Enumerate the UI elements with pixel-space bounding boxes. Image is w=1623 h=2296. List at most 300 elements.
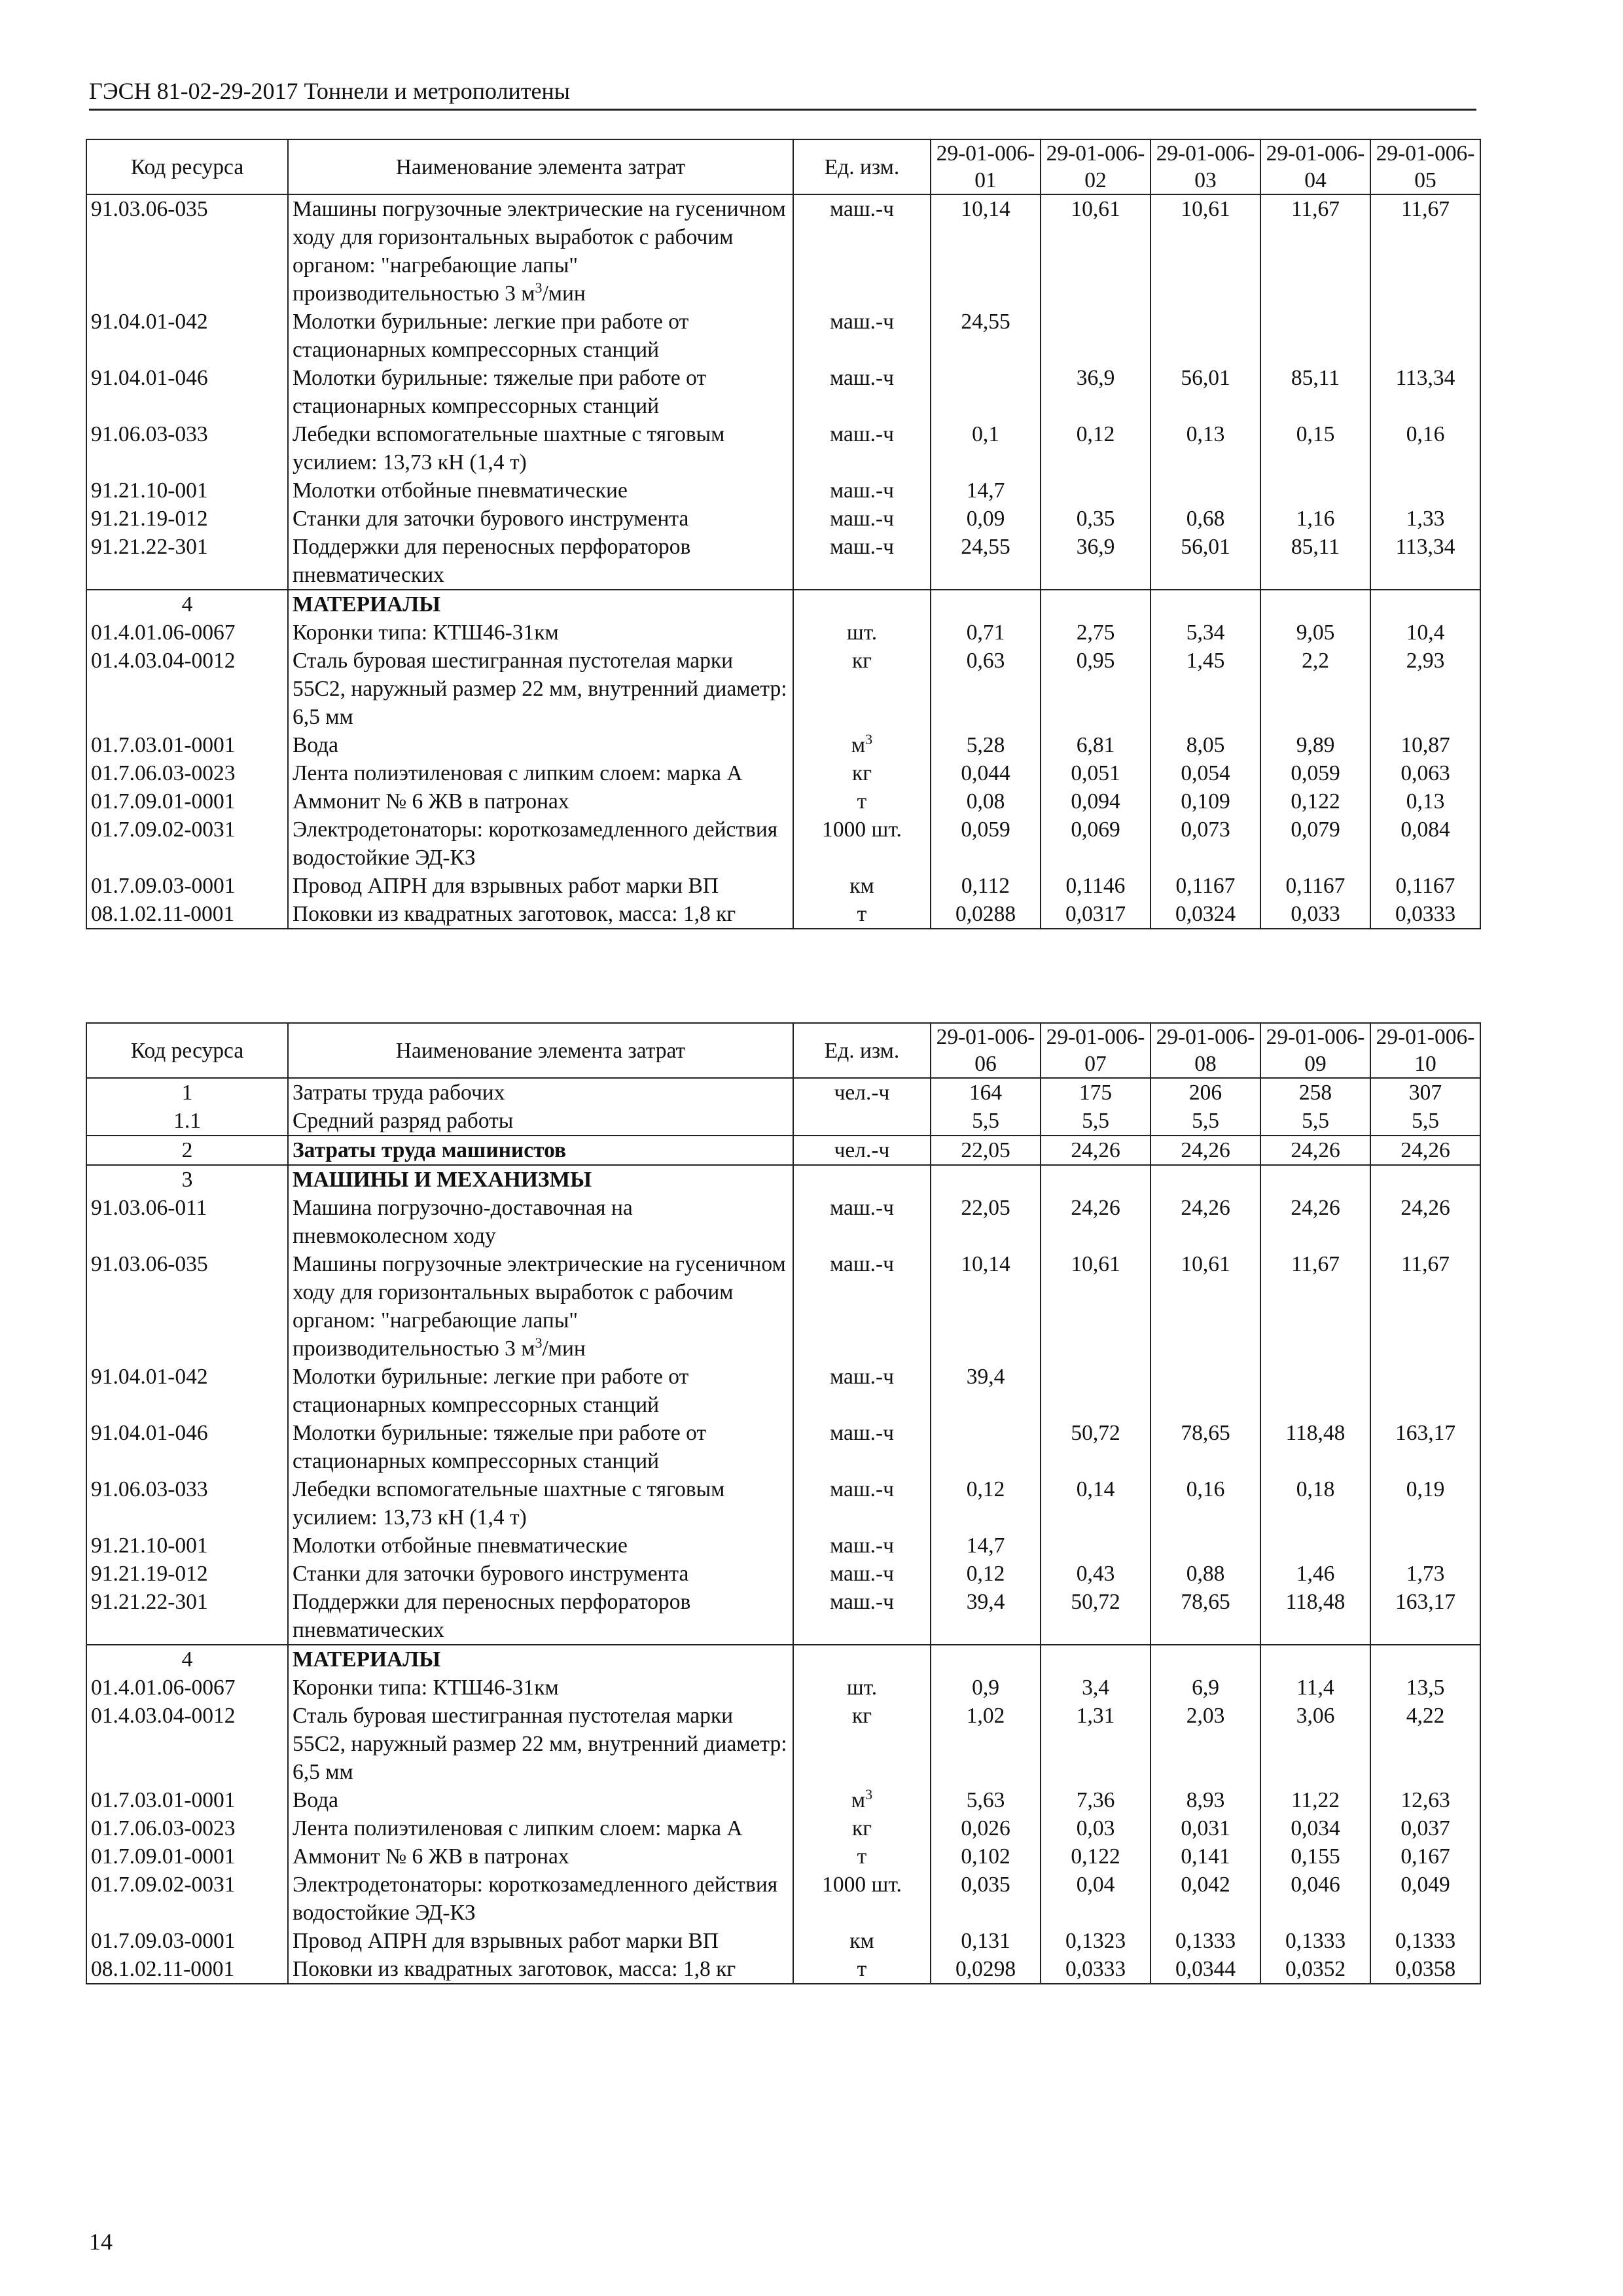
norm-value	[1260, 308, 1370, 364]
resource-name: Аммонит № 6 ЖВ в патронах	[288, 1842, 793, 1871]
resource-name: Затраты труда машинистов	[288, 1136, 793, 1165]
norm-value: 6,9	[1150, 1674, 1260, 1702]
norm-value: 1,73	[1370, 1560, 1480, 1588]
col-header-norm: 29-01-006-05	[1370, 139, 1480, 194]
norm-value: 118,48	[1260, 1419, 1370, 1475]
table-row	[86, 759, 1480, 787]
norm-value	[1370, 1532, 1480, 1560]
col-header-norm: 29-01-006-06	[931, 1023, 1041, 1078]
norm-value: 0,0317	[1041, 900, 1150, 929]
norm-value: 50,72	[1041, 1588, 1150, 1645]
norm-value: 0,079	[1260, 816, 1370, 872]
norm-value	[1150, 308, 1260, 364]
norm-value: 0,1	[931, 420, 1041, 476]
norm-value: 0,15	[1260, 420, 1370, 476]
resource-unit: кг	[793, 1814, 931, 1842]
resource-name: Молотки отбойные пневматические	[288, 476, 793, 505]
norm-value: 24,26	[1260, 1194, 1370, 1250]
norm-value: 0,35	[1041, 505, 1150, 533]
resource-name: Электродетонаторы: короткозамедленного действия водостойкие ЭД-КЗ	[288, 1871, 793, 1927]
resource-code: 01.7.09.03-0001	[86, 1927, 288, 1955]
norm-value: 10,14	[931, 194, 1041, 308]
norm-value: 2,03	[1150, 1702, 1260, 1786]
resource-name: Затраты труда рабочих	[288, 1078, 793, 1107]
norm-value: 0,035	[931, 1871, 1041, 1927]
norm-value: 0,71	[931, 619, 1041, 647]
col-header-norm: 29-01-006-04	[1260, 139, 1370, 194]
resource-code: 01.7.09.02-0031	[86, 816, 288, 872]
section-row	[86, 1165, 1480, 1194]
table-row	[86, 1674, 1480, 1702]
table-row	[86, 1814, 1480, 1842]
norm-value: 0,13	[1370, 787, 1480, 816]
resource-name: Коронки типа: КТШ46-31км	[288, 1674, 793, 1702]
table-row	[86, 1107, 1480, 1136]
norm-value	[931, 1645, 1041, 1674]
norm-value: 39,4	[931, 1363, 1041, 1419]
norm-value	[1260, 1532, 1370, 1560]
norm-value	[1150, 1645, 1260, 1674]
resource-code: 91.21.19-012	[86, 1560, 288, 1588]
table-row	[86, 1363, 1480, 1419]
table-row	[86, 1786, 1480, 1814]
resource-name: Поддержки для переносных перфораторов пневматических	[288, 1588, 793, 1645]
col-header-norm: 29-01-006-02	[1041, 139, 1150, 194]
table-row	[86, 1419, 1480, 1475]
norm-value: 22,05	[931, 1136, 1041, 1165]
resource-name: Станки для заточки бурового инструмента	[288, 1560, 793, 1588]
resource-unit	[793, 1107, 931, 1136]
table-row	[86, 816, 1480, 872]
resource-unit: 1000 шт.	[793, 816, 931, 872]
norm-value: 78,65	[1150, 1419, 1260, 1475]
norm-value: 10,61	[1150, 1250, 1260, 1363]
resource-name: Вода	[288, 1786, 793, 1814]
norm-value: 1,33	[1370, 505, 1480, 533]
resource-code: 1	[86, 1078, 288, 1107]
table-row	[86, 1702, 1480, 1786]
norm-value	[931, 590, 1041, 619]
resource-unit: км	[793, 1927, 931, 1955]
resource-unit	[793, 1645, 931, 1674]
norm-value: 0,1323	[1041, 1927, 1150, 1955]
norm-value: 50,72	[1041, 1419, 1150, 1475]
resource-unit: маш.-ч	[793, 476, 931, 505]
norm-value: 0,63	[931, 647, 1041, 731]
resource-code: 01.7.09.02-0031	[86, 1871, 288, 1927]
resource-unit: т	[793, 787, 931, 816]
resource-code: 91.21.19-012	[86, 505, 288, 533]
norm-value: 0,88	[1150, 1560, 1260, 1588]
norm-value: 0,13	[1150, 420, 1260, 476]
resource-name: Машины погрузочные электрические на гусеничном ходу для горизонтальных выработок с рабочим органом: "нагребающие лапы" производительностью 3 $м^3$/мин	[288, 1250, 793, 1363]
resource-name: Поковки из квадратных заготовок, масса: 1,8 кг	[288, 1955, 793, 1984]
norm-value: 0,112	[931, 872, 1041, 900]
col-header-norm: 29-01-006-09	[1260, 1023, 1370, 1078]
norm-value: 0,9	[931, 1674, 1041, 1702]
resource-code: 91.06.03-033	[86, 420, 288, 476]
resource-code: 01.7.09.01-0001	[86, 1842, 288, 1871]
table-row	[86, 1194, 1480, 1250]
norm-value: 2,93	[1370, 647, 1480, 731]
section-row	[86, 1645, 1480, 1674]
resource-name: Средний разряд работы	[288, 1107, 793, 1136]
norm-value: 0,12	[931, 1475, 1041, 1532]
resource-unit: маш.-ч	[793, 1560, 931, 1588]
resource-unit: $м^3$	[793, 731, 931, 759]
norm-value: 307	[1370, 1078, 1480, 1107]
norm-value: 24,26	[1370, 1194, 1480, 1250]
resource-unit: маш.-ч	[793, 1419, 931, 1475]
norm-value: 0,14	[1041, 1475, 1150, 1532]
norm-value: 0,08	[931, 787, 1041, 816]
norm-value: 0,059	[931, 816, 1041, 872]
resource-code: 01.7.03.01-0001	[86, 731, 288, 759]
norm-value	[1150, 590, 1260, 619]
col-header-norm: 29-01-006-01	[931, 139, 1041, 194]
norm-value: 0,037	[1370, 1814, 1480, 1842]
col-header-code: Код ресурса	[86, 1023, 288, 1078]
norm-value: 11,67	[1260, 1250, 1370, 1363]
table-row	[86, 787, 1480, 816]
table-row	[86, 1927, 1480, 1955]
col-header-norm: 29-01-006-10	[1370, 1023, 1480, 1078]
norm-value: 0,042	[1150, 1871, 1260, 1927]
resource-name: Электродетонаторы: короткозамедленного действия водостойкие ЭД-КЗ	[288, 816, 793, 872]
resource-unit: маш.-ч	[793, 1475, 931, 1532]
norm-value: 78,65	[1150, 1588, 1260, 1645]
norm-value: 7,36	[1041, 1786, 1150, 1814]
resource-unit: маш.-ч	[793, 533, 931, 590]
resource-code: 91.03.06-035	[86, 1250, 288, 1363]
norm-value: 113,34	[1370, 533, 1480, 590]
norm-value: 5,34	[1150, 619, 1260, 647]
table-row	[86, 420, 1480, 476]
resource-name: Молотки бурильные: легкие при работе от стационарных компрессорных станций	[288, 1363, 793, 1419]
norm-value: 0,04	[1041, 1871, 1150, 1927]
norm-value: 10,61	[1041, 194, 1150, 308]
norm-value: 113,34	[1370, 364, 1480, 420]
norm-value: 0,68	[1150, 505, 1260, 533]
norm-value: 8,05	[1150, 731, 1260, 759]
norm-value	[1370, 590, 1480, 619]
resource-code: 01.4.01.06-0067	[86, 1674, 288, 1702]
resource-name: Молотки бурильные: легкие при работе от стационарных компрессорных станций	[288, 308, 793, 364]
table-row	[86, 533, 1480, 590]
norm-value	[1370, 476, 1480, 505]
resource-unit: шт.	[793, 1674, 931, 1702]
resource-code: 1.1	[86, 1107, 288, 1136]
norm-value: 0,0298	[931, 1955, 1041, 1984]
resource-table-2	[86, 1022, 1481, 1984]
norm-value: 5,5	[931, 1107, 1041, 1136]
norm-value: 0,0324	[1150, 900, 1260, 929]
table-row	[86, 1560, 1480, 1588]
resource-code: 91.03.06-011	[86, 1194, 288, 1250]
resource-unit: маш.-ч	[793, 420, 931, 476]
norm-value: 10,4	[1370, 619, 1480, 647]
norm-value: 0,084	[1370, 816, 1480, 872]
resource-name: Молотки бурильные: тяжелые при работе от стационарных компрессорных станций	[288, 1419, 793, 1475]
norm-value: 258	[1260, 1078, 1370, 1107]
norm-value: 22,05	[931, 1194, 1041, 1250]
norm-value: 11,22	[1260, 1786, 1370, 1814]
norm-value	[1041, 1363, 1150, 1419]
resource-name: Сталь буровая шестигранная пустотелая марки 55С2, наружный размер 22 мм, внутренний диаметр: 6,5 мм	[288, 647, 793, 731]
resource-code: 01.4.03.04-0012	[86, 1702, 288, 1786]
resource-code: 01.7.06.03-0023	[86, 759, 288, 787]
norm-value: 14,7	[931, 476, 1041, 505]
resource-name: МАШИНЫ И МЕХАНИЗМЫ	[288, 1165, 793, 1194]
norm-value: 0,122	[1041, 1842, 1150, 1871]
norm-value: 24,55	[931, 308, 1041, 364]
table-row	[86, 308, 1480, 364]
resource-unit: кг	[793, 1702, 931, 1786]
norm-value: 0,12	[1041, 420, 1150, 476]
resource-name: Коронки типа: КТШ46-31км	[288, 619, 793, 647]
resource-code: 91.04.01-046	[86, 364, 288, 420]
norm-value: 9,05	[1260, 619, 1370, 647]
page-number: 14	[89, 2229, 113, 2255]
norm-value: 11,4	[1260, 1674, 1370, 1702]
norm-value: 0,1167	[1260, 872, 1370, 900]
norm-value: 56,01	[1150, 364, 1260, 420]
norm-value: 206	[1150, 1078, 1260, 1107]
page-header-title: ГЭСН 81-02-29-2017 Тоннели и метрополитены	[89, 78, 570, 104]
norm-value: 3,4	[1041, 1674, 1150, 1702]
norm-value: 0,1146	[1041, 872, 1150, 900]
norm-value	[1150, 476, 1260, 505]
norm-value: 0,0333	[1041, 1955, 1150, 1984]
norm-value: 8,93	[1150, 1786, 1260, 1814]
resource-unit: т	[793, 900, 931, 929]
norm-value: 1,16	[1260, 505, 1370, 533]
resource-name: Лебедки вспомогательные шахтные с тяговым усилием: 13,73 кН (1,4 т)	[288, 1475, 793, 1532]
resource-unit: маш.-ч	[793, 194, 931, 308]
resource-unit: маш.-ч	[793, 1250, 931, 1363]
resource-name: МАТЕРИАЛЫ	[288, 1645, 793, 1674]
norm-value	[1260, 1165, 1370, 1194]
resource-unit: маш.-ч	[793, 1588, 931, 1645]
norm-value: 5,28	[931, 731, 1041, 759]
norm-value: 0,43	[1041, 1560, 1150, 1588]
resource-code: 91.21.10-001	[86, 1532, 288, 1560]
norm-value	[931, 1419, 1041, 1475]
norm-value	[1260, 590, 1370, 619]
norm-value	[1150, 1165, 1260, 1194]
norm-value: 0,19	[1370, 1475, 1480, 1532]
resource-name: Станки для заточки бурового инструмента	[288, 505, 793, 533]
norm-value: 0,1333	[1370, 1927, 1480, 1955]
norm-value	[1041, 1165, 1150, 1194]
resource-unit: км	[793, 872, 931, 900]
norm-value: 6,81	[1041, 731, 1150, 759]
norm-value: 0,1167	[1150, 872, 1260, 900]
resource-code: 91.04.01-046	[86, 1419, 288, 1475]
section-row	[86, 590, 1480, 619]
col-header-name: Наименование элемента затрат	[288, 139, 793, 194]
resource-code: 91.21.22-301	[86, 1588, 288, 1645]
norm-value: 36,9	[1041, 364, 1150, 420]
table-row	[86, 1955, 1480, 1984]
resource-code: 01.4.03.04-0012	[86, 647, 288, 731]
norm-value	[1150, 1532, 1260, 1560]
norm-value: 0,073	[1150, 816, 1260, 872]
norm-value: 0,167	[1370, 1842, 1480, 1871]
norm-value: 0,09	[931, 505, 1041, 533]
table-row	[86, 194, 1480, 308]
norm-value: 0,063	[1370, 759, 1480, 787]
resource-code: 08.1.02.11-0001	[86, 900, 288, 929]
table-row	[86, 1532, 1480, 1560]
col-header-unit: Ед. изм.	[793, 1023, 931, 1078]
resource-name: Машина погрузочно-доставочная на пневмоколесном ходу	[288, 1194, 793, 1250]
col-header-norm: 29-01-006-03	[1150, 139, 1260, 194]
norm-value: 0,1167	[1370, 872, 1480, 900]
norm-value: 0,031	[1150, 1814, 1260, 1842]
section-row	[86, 1136, 1480, 1165]
table-row	[86, 1842, 1480, 1871]
resource-unit: маш.-ч	[793, 1194, 931, 1250]
resource-code: 01.7.09.03-0001	[86, 872, 288, 900]
table-row	[86, 647, 1480, 731]
norm-value: 10,87	[1370, 731, 1480, 759]
norm-value: 0,16	[1150, 1475, 1260, 1532]
norm-value: 163,17	[1370, 1588, 1480, 1645]
resource-unit: кг	[793, 759, 931, 787]
norm-value	[1041, 1645, 1150, 1674]
norm-value: 0,122	[1260, 787, 1370, 816]
resource-code: 08.1.02.11-0001	[86, 1955, 288, 1984]
resource-name: Лебедки вспомогательные шахтные с тяговым усилием: 13,73 кН (1,4 т)	[288, 420, 793, 476]
resource-unit: 1000 шт.	[793, 1871, 931, 1927]
norm-value: 39,4	[931, 1588, 1041, 1645]
col-header-norm: 29-01-006-08	[1150, 1023, 1260, 1078]
norm-value: 5,5	[1150, 1107, 1260, 1136]
resource-code: 01.7.06.03-0023	[86, 1814, 288, 1842]
norm-value	[1370, 308, 1480, 364]
norm-value: 0,12	[931, 1560, 1041, 1588]
norm-value: 1,46	[1260, 1560, 1370, 1588]
table-row	[86, 1078, 1480, 1107]
norm-value: 0,054	[1150, 759, 1260, 787]
resource-code: 91.04.01-042	[86, 1363, 288, 1419]
norm-value: 0,1333	[1260, 1927, 1370, 1955]
resource-code: 4	[86, 590, 288, 619]
resource-unit	[793, 1165, 931, 1194]
norm-value	[1150, 1363, 1260, 1419]
table-row	[86, 731, 1480, 759]
resource-code: 91.21.22-301	[86, 533, 288, 590]
norm-value: 24,26	[1260, 1136, 1370, 1165]
resource-name: Провод АПРН для взрывных работ марки ВП	[288, 1927, 793, 1955]
resource-name: Поковки из квадратных заготовок, масса: 1,8 кг	[288, 900, 793, 929]
norm-value: 24,26	[1370, 1136, 1480, 1165]
resource-unit: маш.-ч	[793, 1532, 931, 1560]
resource-code: 91.06.03-033	[86, 1475, 288, 1532]
norm-value: 0,033	[1260, 900, 1370, 929]
norm-value: 0,03	[1041, 1814, 1150, 1842]
norm-value: 0,155	[1260, 1842, 1370, 1871]
table-row	[86, 619, 1480, 647]
resource-unit	[793, 590, 931, 619]
norm-value	[1041, 1532, 1150, 1560]
table-row	[86, 872, 1480, 900]
norm-value: 11,67	[1260, 194, 1370, 308]
resource-unit: чел.-ч	[793, 1078, 931, 1107]
resource-code: 4	[86, 1645, 288, 1674]
norm-value: 0,059	[1260, 759, 1370, 787]
col-header-code: Код ресурса	[86, 139, 288, 194]
norm-value: 0,141	[1150, 1842, 1260, 1871]
norm-value: 11,67	[1370, 1250, 1480, 1363]
norm-value: 0,026	[931, 1814, 1041, 1842]
norm-value	[1260, 1363, 1370, 1419]
resource-code: 01.4.01.06-0067	[86, 619, 288, 647]
resource-unit: т	[793, 1842, 931, 1871]
norm-value: 13,5	[1370, 1674, 1480, 1702]
norm-value	[1260, 476, 1370, 505]
resource-name: Вода	[288, 731, 793, 759]
norm-value: 10,14	[931, 1250, 1041, 1363]
norm-value: 14,7	[931, 1532, 1041, 1560]
resource-unit: т	[793, 1955, 931, 1984]
resource-unit: маш.-ч	[793, 364, 931, 420]
norm-value: 85,11	[1260, 364, 1370, 420]
norm-value	[931, 1165, 1041, 1194]
resource-name: Лента полиэтиленовая с липким слоем: марка А	[288, 1814, 793, 1842]
resource-unit: маш.-ч	[793, 505, 931, 533]
norm-value: 0,0344	[1150, 1955, 1260, 1984]
norm-value: 0,051	[1041, 759, 1150, 787]
norm-value: 1,31	[1041, 1702, 1150, 1786]
norm-value	[1370, 1645, 1480, 1674]
norm-value: 0,046	[1260, 1871, 1370, 1927]
resource-code: 2	[86, 1136, 288, 1165]
resource-code: 91.04.01-042	[86, 308, 288, 364]
norm-value: 12,63	[1370, 1786, 1480, 1814]
norm-value: 0,044	[931, 759, 1041, 787]
norm-value	[1041, 308, 1150, 364]
norm-value: 5,5	[1041, 1107, 1150, 1136]
col-header-norm: 29-01-006-07	[1041, 1023, 1150, 1078]
norm-value: 11,67	[1370, 194, 1480, 308]
norm-value: 0,18	[1260, 1475, 1370, 1532]
norm-value: 0,0352	[1260, 1955, 1370, 1984]
norm-value: 10,61	[1041, 1250, 1150, 1363]
resource-name: Машины погрузочные электрические на гусеничном ходу для горизонтальных выработок с рабочим органом: "нагребающие лапы" производительностью 3 $м^3$/мин	[288, 194, 793, 308]
resource-unit: шт.	[793, 619, 931, 647]
norm-value	[1370, 1165, 1480, 1194]
col-header-unit: Ед. изм.	[793, 139, 931, 194]
resource-name: МАТЕРИАЛЫ	[288, 590, 793, 619]
resource-name: Аммонит № 6 ЖВ в патронах	[288, 787, 793, 816]
norm-value: 0,95	[1041, 647, 1150, 731]
table-row	[86, 364, 1480, 420]
norm-value: 118,48	[1260, 1588, 1370, 1645]
table-row	[86, 1250, 1480, 1363]
table-header-row	[86, 139, 1480, 194]
norm-value: 2,2	[1260, 647, 1370, 731]
table-row	[86, 1475, 1480, 1532]
table-header-row	[86, 1023, 1480, 1078]
resource-table-1	[86, 139, 1481, 929]
table-row	[86, 1871, 1480, 1927]
resource-name: Молотки бурильные: тяжелые при работе от стационарных компрессорных станций	[288, 364, 793, 420]
norm-value: 5,5	[1370, 1107, 1480, 1136]
norm-value: 0,049	[1370, 1871, 1480, 1927]
norm-value: 0,0358	[1370, 1955, 1480, 1984]
